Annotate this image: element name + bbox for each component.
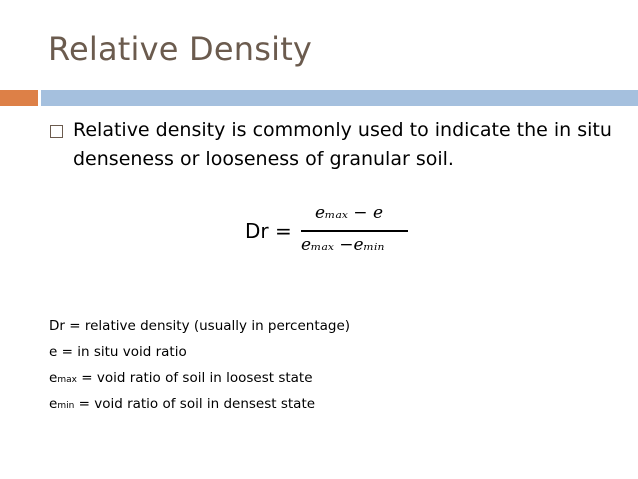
- definition-symbol-sub: max: [57, 375, 77, 385]
- equation-lhs: Dr =: [245, 219, 292, 243]
- title-divider-bar: [41, 90, 638, 106]
- definition-emax: [49, 368, 350, 394]
- slide-title: Relative Density: [48, 30, 313, 68]
- definition-separator: =: [57, 344, 78, 360]
- definition-symbol-base: e: [49, 370, 58, 386]
- title-accent-bar: [0, 90, 38, 106]
- definition-symbol: e: [49, 344, 58, 360]
- definition-separator: =: [64, 318, 85, 334]
- fraction-bar: [301, 230, 408, 232]
- definition-separator: =: [76, 370, 97, 386]
- definition-symbol: Dr: [49, 318, 65, 334]
- equation-numerator: eₘₐₓ − e: [315, 203, 384, 223]
- definition-separator: =: [74, 396, 95, 412]
- bullet-text: Relative density is commonly used to indicate the in situ denseness or looseness of granular soil.: [73, 119, 612, 170]
- square-bullet-icon: [50, 125, 63, 138]
- definition-symbol-sub: min: [57, 401, 75, 411]
- definition-text: in situ void ratio: [77, 344, 187, 360]
- equation-denominator: eₘₐₓ −eₘᵢₙ: [301, 235, 385, 255]
- definitions-list: [49, 316, 350, 420]
- definition-text: void ratio of soil in densest state: [94, 396, 316, 412]
- definition-emin: [49, 394, 350, 420]
- definition-text: void ratio of soil in loosest state: [96, 370, 313, 386]
- definition-dr: [49, 316, 350, 342]
- definition-e: [49, 342, 350, 368]
- definition-symbol-base: e: [49, 396, 58, 412]
- definition-text: relative density (usually in percentage): [84, 318, 351, 334]
